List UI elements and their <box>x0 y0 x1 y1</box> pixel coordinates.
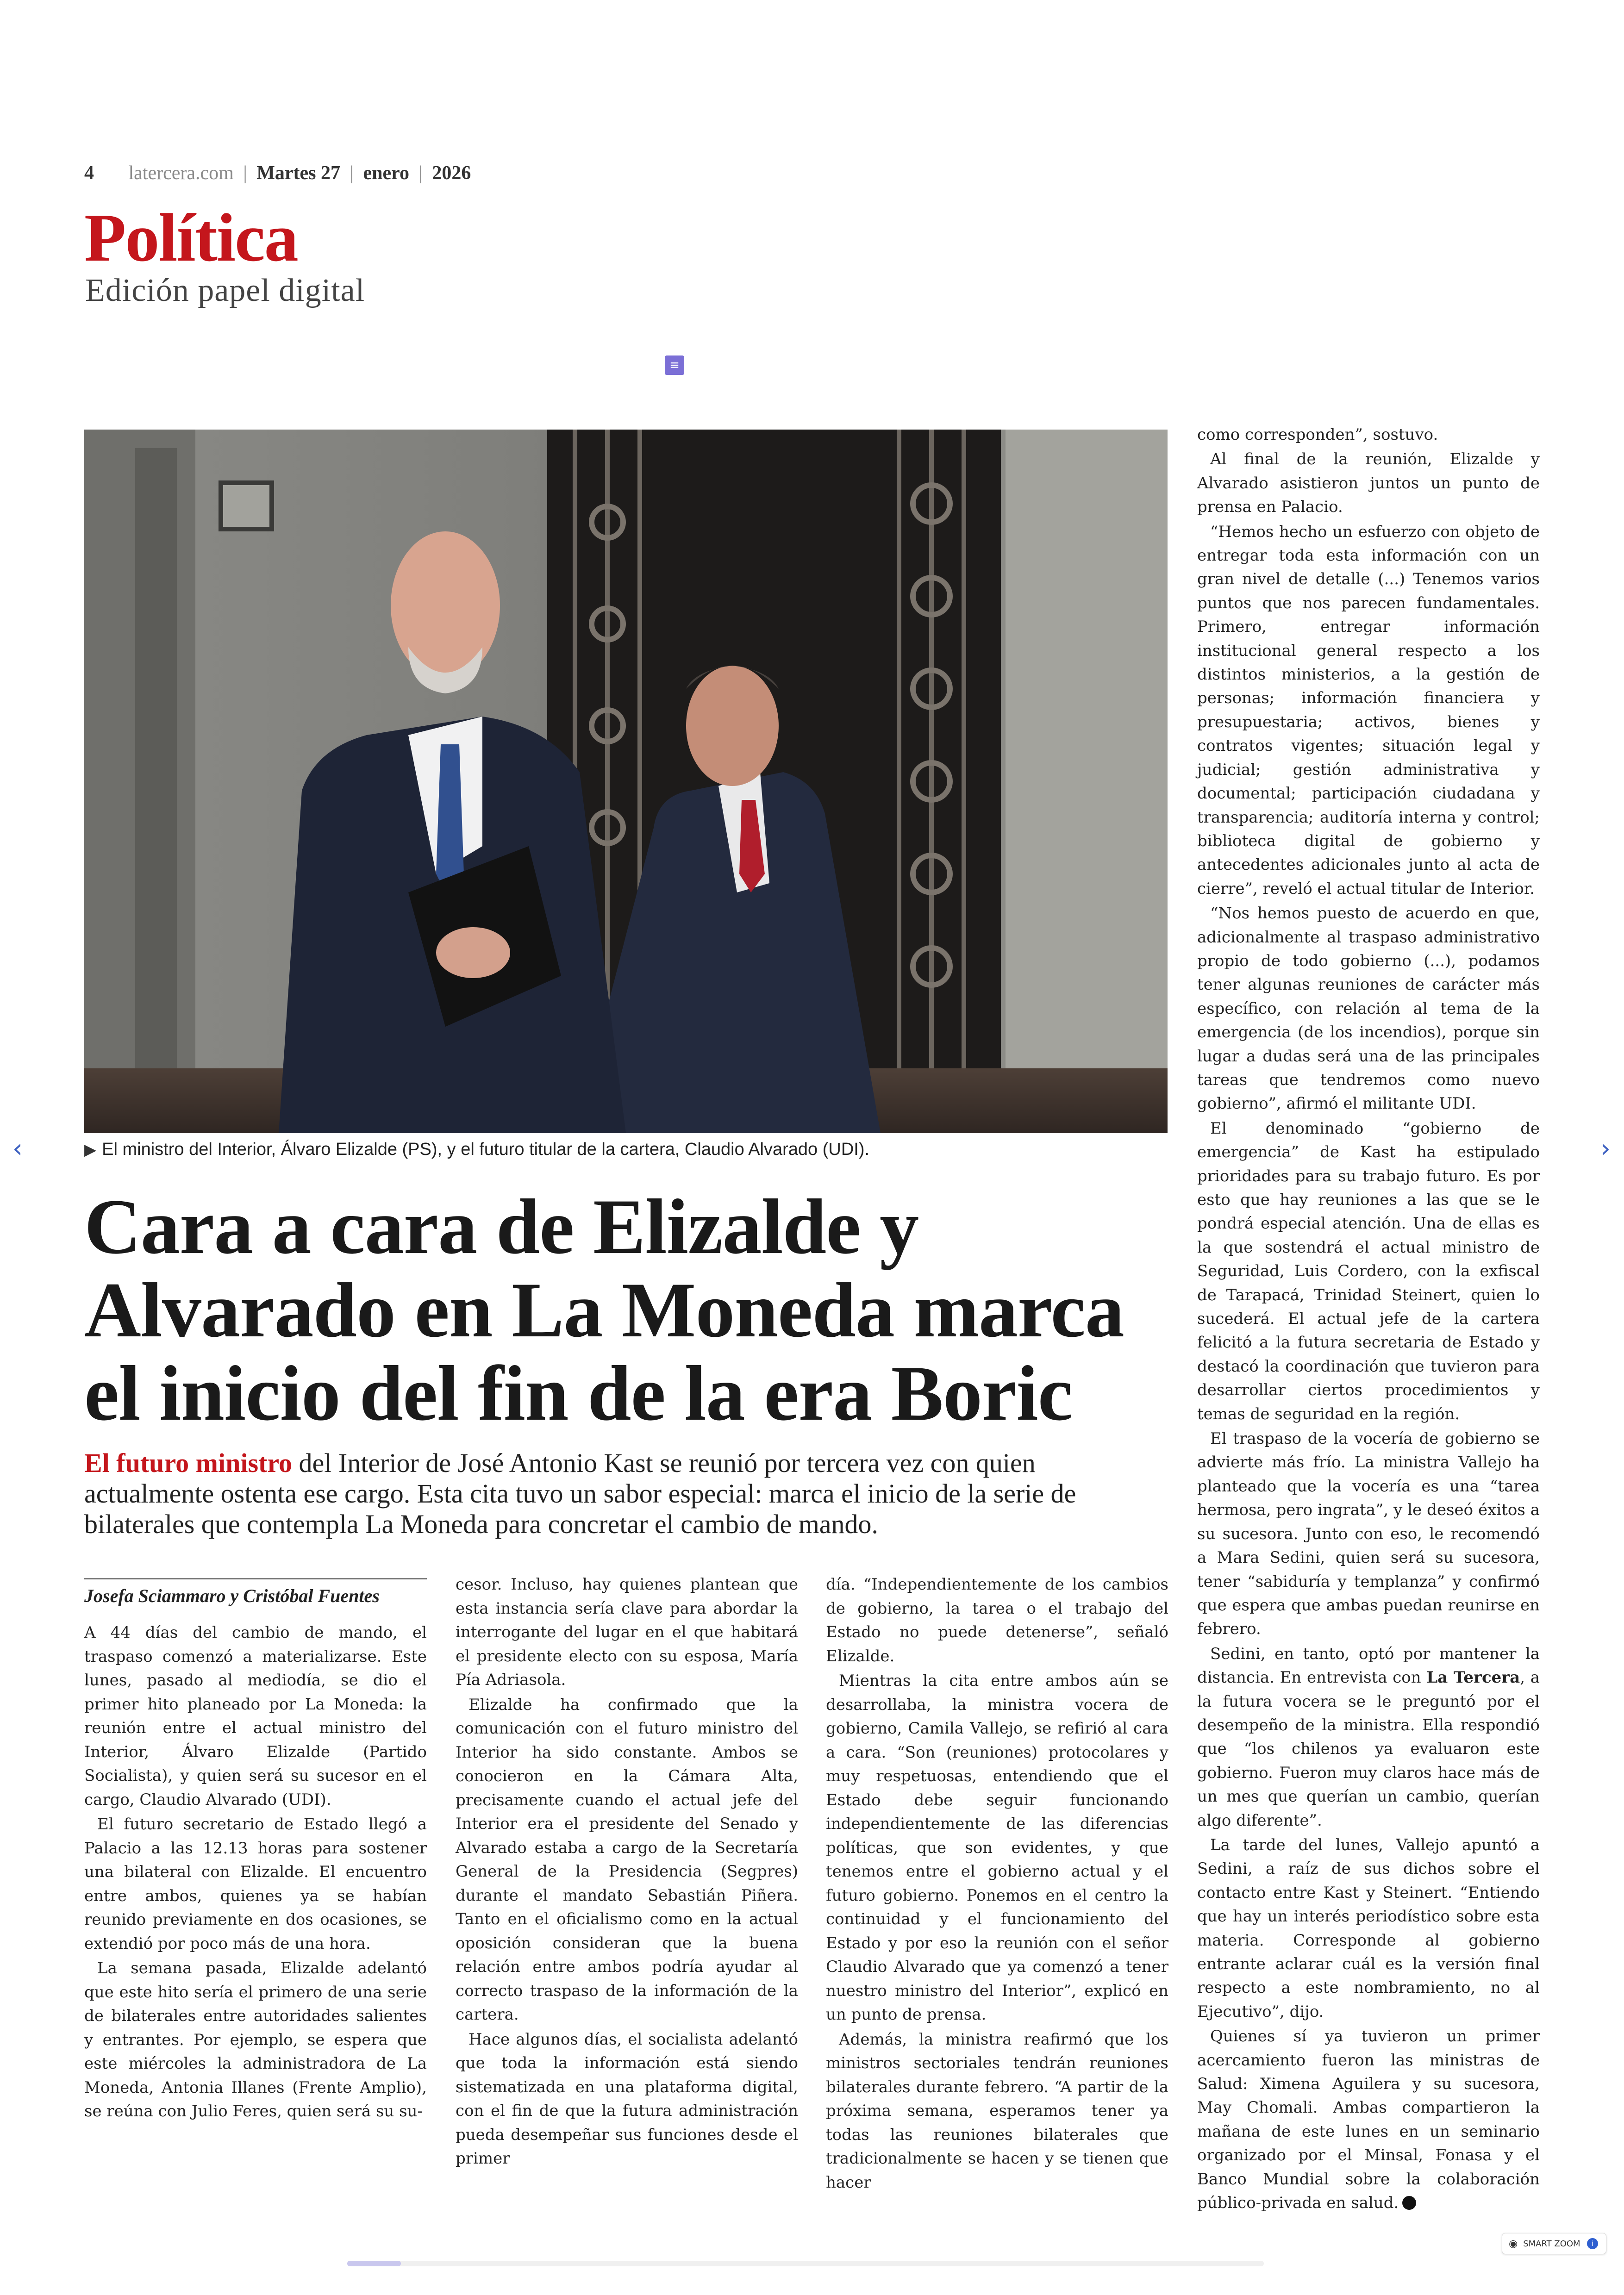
smart-zoom-label: SMART ZOOM <box>1523 2239 1580 2249</box>
paragraph: Elizalde ha confirmado que la comunicación con el futuro ministro del Interior ha sido constante. Ambos se conocieron en la Cámara Alta, precisamente cuando el actual jefe del Interior era el presidente del Senado y Alvarado estaba a cargo de la Secretaría General de la Presidencia (Segpres) durante el mandato Sebastián Piñera. Tanto en el oficialismo como en la actual oposición consideran que la buena relación entre ambos podría ayudar al correcto traspaso de la información de la cartera. <box>456 1695 798 2024</box>
info-badge-icon: i <box>1587 2238 1598 2249</box>
paragraph: La semana pasada, Elizalde adelantó que este hito sería el primero de una serie de bilaterales entre autoridades salientes y entrantes. Por ejemplo, se espera que este miércoles la administradora de La Moneda, Antonia Illanes (Frente Amplio), se reúna con Julio Feres, quien será su su- <box>84 1959 427 2120</box>
page-number: 4 <box>84 162 94 184</box>
paragraph-text: , a la futura vocera se le preguntó por el desempeño de la ministra. Ella respondió que “los chilenos ya evaluaron este gobierno. Fueron muy claros hace más de un mes que querían un cambio, querían algo diferente”. <box>1197 1668 1540 1830</box>
paragraph: “Hemos hecho un esfuerzo con objeto de entregar toda esta información con un gran nivel de detalle (...) Tenemos varios puntos que nos parecen fundamentales. Primero, entregar información institucional general respecto a los distintos ministerios, a la gestión de personas; información financiera y presupuestaria; activos, bienes y contratos vigentes; situación legal y judicial; gestión administrativa y documental; participación ciudadana y transparencia; auditoría interna y control; biblioteca digital de gobierno y antecedentes adicionales junto al acta de cierre”, reveló el actual titular de Interior. <box>1197 522 1540 898</box>
smart-zoom-button[interactable] <box>1502 2233 1606 2254</box>
caption-arrow-icon: ▶ <box>84 1141 97 1159</box>
section-title: Política <box>84 200 298 276</box>
date-day: Martes 27 <box>256 162 341 184</box>
previous-page-icon[interactable]: ‹ <box>12 1134 23 1164</box>
site-name: latercera.com <box>128 162 234 184</box>
paragraph: El futuro secretario de Estado llegó a Palacio a las 12.13 horas para sostener una bilateral con Elizalde. El encuentro entre ambos, quienes ya se habían reunido previamente en dos ocasiones, se extendió por poco más de una hora. <box>84 1815 427 1953</box>
lede-lead-in: El futuro ministro <box>84 1448 293 1478</box>
article-photo <box>84 430 1168 1133</box>
byline: Josefa Sciammaro y Cristóbal Fuentes <box>84 1578 427 1607</box>
section-subtitle: Edición papel digital <box>85 273 365 308</box>
paragraph: cesor. Incluso, hay quienes plantean que esta instancia sería clave para abordar la interrogante del lugar en el que habitará el presidente electo con su esposa, María Pía Adriasola. <box>456 1575 798 1689</box>
article-lede <box>84 1448 1158 1540</box>
paragraph: Hace algunos días, el socialista adelantó que toda la información está siendo sistematizada en una plataforma digital, con el fin de que la futura administración pueda desempeñar sus funciones desde el primer <box>456 2030 798 2168</box>
next-page-icon[interactable]: › <box>1600 1134 1611 1164</box>
paragraph: El traspaso de la vocería de gobierno se advierte más frío. La ministra Vallejo ha planteado que la vocería es una “tarea hermosa, pero ingrata”, y le deseó éxitos a su sucesora. Junto con eso, le recomendó a Mara Sedini, quien será su sucesora, tener “sabiduría y templanza” y confirmó que espera que ambas puedan reunirse en febrero. <box>1197 1429 1540 1639</box>
annotation-icon[interactable]: ≡ <box>665 355 684 375</box>
paragraph: La tarde del lunes, Vallejo apuntó a Sedini, a raíz de sus dichos sobre el contacto entre Kast y Steinert. “Entiendo que hay un interés periodístico sobre esta materia. Corresponde al gobierno entrante aclarar cuál es la versión final respecto a este nombramiento, no al Ejecutivo”, dijo. <box>1197 1835 1540 2021</box>
paragraph: Además, la ministra reafirmó que los ministros sectoriales tendrán reuniones bilaterales durante febrero. “A partir de la próxima semana, esperamos tener ya todas las reuniones bilaterales que tradicionalmente se hacen y se tienen que hacer <box>826 2030 1168 2192</box>
paragraph: día. “Independientemente de los cambios de gobierno, la tarea o el trabajo del Estado no puede detenerse”, señaló Elizalde. <box>826 1575 1168 1665</box>
caption-text: El ministro del Interior, Álvaro Elizalde (PS), y el futuro titular de la cartera, Claudio Alvarado (UDI). <box>102 1140 870 1159</box>
paragraph: “Nos hemos puesto de acuerdo en que, adicionalmente al traspaso administrativo propio de todo gobierno (...), podamos tener algunas reuniones de carácter más específico, con relación al tema de la emergencia (de los incendios), porque sin lugar a dudas será una de las principales tareas que tendremos como nuevo gobierno”, afirmó el militante UDI. <box>1197 904 1540 1113</box>
article-column-4 <box>1197 423 1540 2213</box>
lede-text: del Interior de José Antonio Kast se reunió por tercera vez con quien actualmente ostenta ese cargo. Esta cita tuvo un sabor especial: marca el inicio de la serie de bilaterales que contempla La Moneda para concretar el cambio de mando. <box>84 1448 1076 1539</box>
paragraph: Al final de la reunión, Elizalde y Alvarado asistieron juntos un punto de prensa en Palacio. <box>1197 450 1540 517</box>
page-header: 4 latercera.com | Martes 27 | enero | 2026 <box>84 162 471 184</box>
photo-caption <box>84 1140 1168 1160</box>
paragraph <box>1197 2025 1540 2215</box>
paragraph: A 44 días del cambio de mando, el traspaso comenzó a materializarse. Este lunes, pasado al mediodía, se dio el primer hito planeado por La Moneda: la reunión entre el actual ministro del Interior, Álvaro Elizalde (Partido Socialista), y quien será su sucesor en el cargo, Claudio Alvarado (UDI). <box>84 1623 427 1809</box>
paragraph: Mientras la cita entre ambos aún se desarrollaba, la ministra vocera de gobierno, Camila Vallejo, se refirió al cara a cara. “Son (reuniones) protocolares y muy respetuosas, entendiendo que el Estado debe seguir funcionando independientemente de las diferencias políticas, que son evidentes, y que tenemos entre el gobierno actual y el futuro gobierno. Ponemos en el centro la continuidad y el funcionamiento del Estado y por eso la reunión con el señor Claudio Alvarado que ya comenzó a tener nuestro ministro del Interior”, explicó en un punto de prensa. <box>826 1671 1168 2024</box>
article-column-2 <box>456 1573 798 2168</box>
eye-icon: ◉ <box>1509 2238 1518 2250</box>
date-month: enero <box>363 162 409 184</box>
date-year: 2026 <box>432 162 471 184</box>
article-headline: Cara a cara de Elizalde y Alvarado en La Moneda marca el inicio del fin de la era Boric <box>84 1183 1124 1437</box>
article-column-1 <box>84 1621 427 2133</box>
article-column-3 <box>826 1573 1168 2192</box>
paragraph-text: Sedini, en tanto, optó por mantener la distancia. En entrevista con <box>1197 1644 1540 1687</box>
paragraph-text: Quienes sí ya tuvieron un primer acercamiento fueron las ministras de Salud: Ximena Aguilera y su sucesora, May Chomali. Ambas compartieron la mañana de este lunes en un seminario organizado por el Minsal, Fonasa y el Banco Mundial sobre la colaboración público-privada en salud. <box>1197 2027 1540 2213</box>
scroll-track[interactable] <box>347 2261 1264 2266</box>
newspaper-name: La Tercera <box>1426 1668 1520 1687</box>
paragraph: como corresponden”, sostuvo. <box>1197 425 1438 444</box>
scroll-thumb[interactable] <box>347 2261 401 2266</box>
paragraph: El denominado “gobierno de emergencia” de Kast ha estipulado prioridades para su trabajo futuro. Es por esto que hay reuniones a las que se le pondrá especial atención. Una de ellas es la que sostendrá el actual ministro de Seguridad, Luis Cordero, con la exfiscal de Tarapacá, Trinidad Steinert, quien lo sucederá. El actual jefe de la cartera felicitó a la futura secretaria de Estado y destacó la coordinación que tuvieron para desarrollar ciertos procedimientos y temas de seguridad en la región. <box>1197 1119 1540 1423</box>
end-mark-icon <box>1402 2196 1416 2210</box>
paragraph <box>1197 1642 1540 1833</box>
